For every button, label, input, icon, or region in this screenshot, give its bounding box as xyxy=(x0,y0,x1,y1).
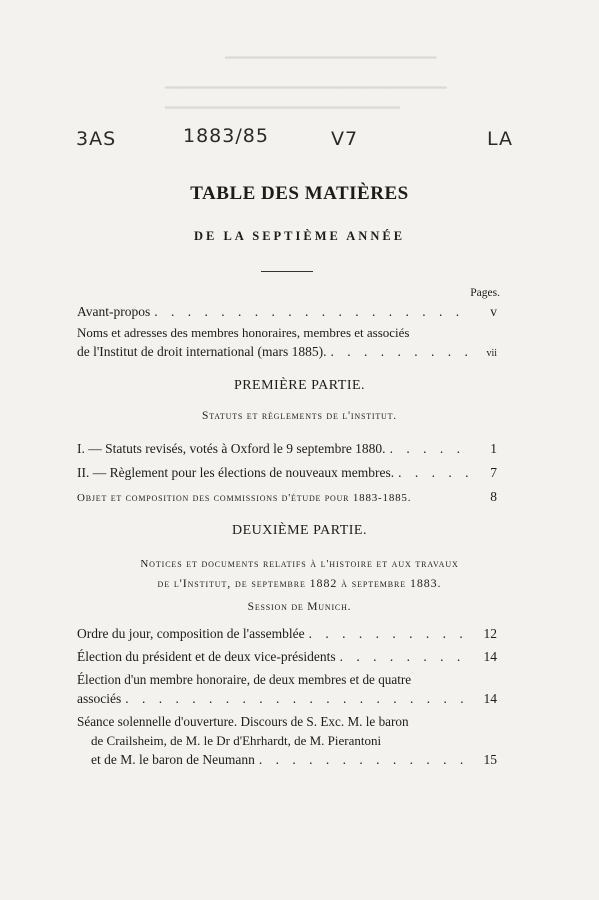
leader-dots xyxy=(340,647,469,666)
part-heading: DEUXIÈME PARTIE. xyxy=(232,523,367,538)
toc-page-number: v xyxy=(490,304,497,319)
part-heading: PREMIÈRE PARTIE. xyxy=(233,378,366,393)
handwritten-mark: 1883/85 xyxy=(183,125,269,147)
leader-dots xyxy=(309,624,469,643)
toc-entry xyxy=(77,647,497,666)
bleed-through: ━━━━━━━━━━━━━━━━━━━━━━━━━━━ xyxy=(225,50,437,65)
toc-entry-text: associés xyxy=(77,691,122,706)
leader-dots xyxy=(390,439,469,458)
handwritten-mark: 3AS xyxy=(76,128,117,150)
leader-dots xyxy=(125,689,469,708)
toc-entry-text: de l'Institut de droit international (mars 1885). xyxy=(77,344,327,359)
pages-label: Pages. xyxy=(470,287,500,299)
page-title: TABLE DES MATIÈRES xyxy=(190,183,409,204)
leader-dots xyxy=(259,750,469,769)
toc-entry-text: Ordre du jour, composition de l'assemblée xyxy=(77,626,305,641)
toc-entry-text: I. — Statuts revisés, votés à Oxford le 9 septembre 1880. xyxy=(77,441,386,456)
leader-dots xyxy=(398,463,469,482)
toc-entry-text: Élection d'un membre honoraire, de deux membres et de quatre xyxy=(77,672,412,687)
bleed-through: ━━━━━━━━━━━━━━━━━━━━━━━━━━━━━━━━━━━━ xyxy=(165,80,447,95)
leader-dots xyxy=(154,302,469,321)
toc-entry-text: Élection du président et de deux vice-présidents xyxy=(77,649,336,664)
toc-page-number: 12 xyxy=(483,626,497,641)
toc-entry-text: Noms et adresses des membres honoraires, membres et associés xyxy=(77,325,410,340)
handwritten-mark: V7 xyxy=(331,128,359,150)
toc-page-number: 7 xyxy=(490,465,497,480)
toc-entry-text: Séance solennelle d'ouverture. Discours de S. Exc. M. le baron xyxy=(77,714,409,729)
toc-entry-text: Objet et composition des commissions d'étude pour 1883-1885. xyxy=(77,492,412,504)
section-heading: Session de Munich. xyxy=(247,601,352,613)
toc-entry-text: de Crailsheim, de M. le Dr d'Ehrhardt, de M. Pierantoni xyxy=(91,733,382,748)
toc-entry xyxy=(77,439,497,458)
toc-entry xyxy=(77,463,497,482)
notice-line: de l'Institut, de septembre 1882 à septembre 1883. xyxy=(157,576,442,590)
divider xyxy=(261,271,313,272)
toc-page-number: 1 xyxy=(490,441,497,456)
toc-entry xyxy=(77,670,497,708)
toc-page-number: 8 xyxy=(490,489,497,504)
toc-entry-text: II. — Règlement pour les élections de nouveaux membres. xyxy=(77,465,395,480)
toc-page-number: 15 xyxy=(483,752,497,767)
section-heading: Statuts et règlements de l'institut. xyxy=(202,410,397,422)
toc-entry xyxy=(77,302,497,321)
page-subtitle: DE LA SEPTIÈME ANNÉE xyxy=(193,229,406,243)
leader-dots xyxy=(331,342,470,361)
handwritten-mark: LA xyxy=(487,128,514,150)
toc-page-number: 14 xyxy=(483,649,497,664)
toc-page-number: vii xyxy=(486,348,497,359)
notice-heading xyxy=(60,555,539,593)
toc-entry-text: et de M. le baron de Neumann xyxy=(91,752,255,767)
toc-entry xyxy=(77,624,497,643)
toc-entry-text: Avant-propos xyxy=(77,304,151,319)
bleed-through: ━━━━━━━━━━━━━━━━━━━━━━━━━━━━━━ xyxy=(165,100,400,115)
toc-page-number: 14 xyxy=(483,691,497,706)
notice-line: Notices et documents relatifs à l'histoire et aux travaux xyxy=(140,558,459,570)
toc-entry xyxy=(77,487,497,508)
toc-entry xyxy=(77,323,497,363)
toc-entry xyxy=(77,712,497,769)
